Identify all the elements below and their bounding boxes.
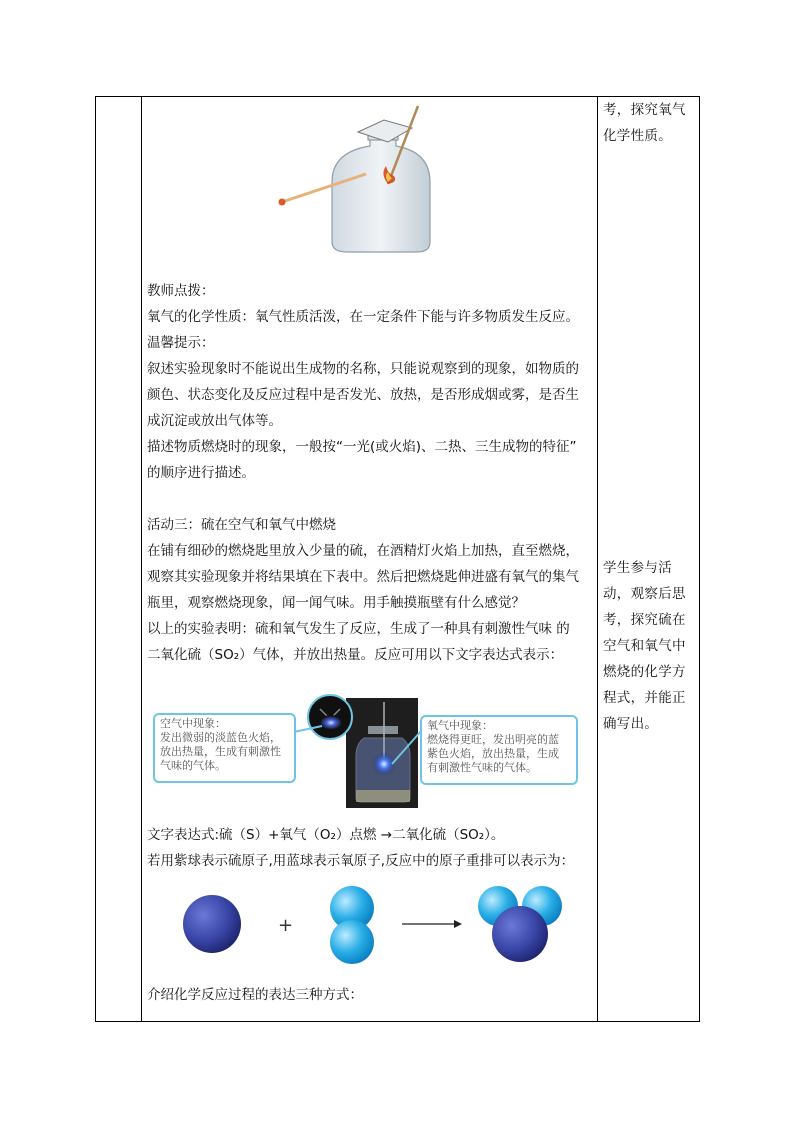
activity-three-title: 活动三：硫在空气和氧气中燃烧 <box>147 517 336 533</box>
activity-line: 在铺有细砂的燃烧匙里放入少量的硫，在酒精灯火焰上加热，直至燃烧， <box>147 543 579 559</box>
closing-line: 介绍化学反应过程的表达三种方式： <box>147 987 363 1003</box>
column-divider-right <box>597 96 598 1022</box>
side-note-top: 考，探究氧气 化学性质。 <box>603 102 686 144</box>
sulfur-atom <box>183 895 241 953</box>
column-divider-left <box>141 96 142 1022</box>
air-phenomenon-callout: 空气中现象： 发出微弱的淡蓝色火焰， 放出热量，生成有刺激性 气味的气体。 <box>153 713 296 783</box>
atom-rearrangement-diagram <box>180 884 570 964</box>
word-equation: 文字表达式:硫（S）+氧气（O₂）点燃 →二氧化硫（SO₂）。 <box>147 827 505 843</box>
atom-model-intro: 若用紫球表示硫原子,用蓝球表示氧原子,反应中的原子重排可以表示为： <box>147 853 575 869</box>
oxygen-bottle-illustration <box>292 102 452 262</box>
activity-line: 瓶里，观察燃烧现象，闻一闻气味。用手触摸瓶壁有什么感觉？ <box>147 595 525 611</box>
plus-sign: + <box>278 915 294 936</box>
product-sulfur-atom <box>492 906 548 962</box>
reaction-arrow-head <box>454 920 462 928</box>
warm-tip-heading: 温馨提示： <box>147 335 215 351</box>
oxygen-chem-property: 氧气的化学性质：氧气性质活泼，在一定条件下能与许多物质发生反应。 <box>147 309 579 325</box>
warm-tip-line: 颜色、状态变化及反应过程中是否发光、放热，是否形成烟或雾，是否生 <box>147 387 579 403</box>
burning-tip-line: 描述物质燃烧时的现象，一般按“一光(或火焰)、二热、三生成物的特征” <box>147 439 577 455</box>
side-note-activity: 学生参与活 动，观察后思 考，探究硫在 空气和氧气中 燃烧的化学方 程式，并能正 确写出。 <box>603 560 686 732</box>
activity-line: 以上的实验表明：硫和氧气发生了反应，生成了一种具有刺激性气味 的 <box>147 621 570 637</box>
warm-tip-line: 叙述实验现象时不能说出生成物的名称，只能说观察到的现象，如物质的 <box>147 361 579 377</box>
oxygen-phenomenon-callout: 氧气中现象： 燃烧得更旺，发出明亮的蓝 紫色火焰，放出热量，生成 有刺激性气味的气体。 <box>420 715 578 785</box>
warm-tip-line: 成沉淀或放出气体等。 <box>147 413 282 429</box>
oxygen-atom <box>330 920 374 964</box>
burning-tip-line: 的顺序进行描述。 <box>147 465 255 481</box>
callout-pointer-right <box>392 730 422 770</box>
activity-line: 观察其实验现象并将结果填在下表中。然后把燃烧匙伸进盛有氧气的集气 <box>147 569 579 585</box>
teacher-tip-heading: 教师点拨： <box>147 283 215 299</box>
activity-line: 二氧化硫（SO₂）气体，并放出热量。反应可用以下文字表达式表示： <box>147 647 564 663</box>
callout-pointer-left <box>294 726 324 746</box>
